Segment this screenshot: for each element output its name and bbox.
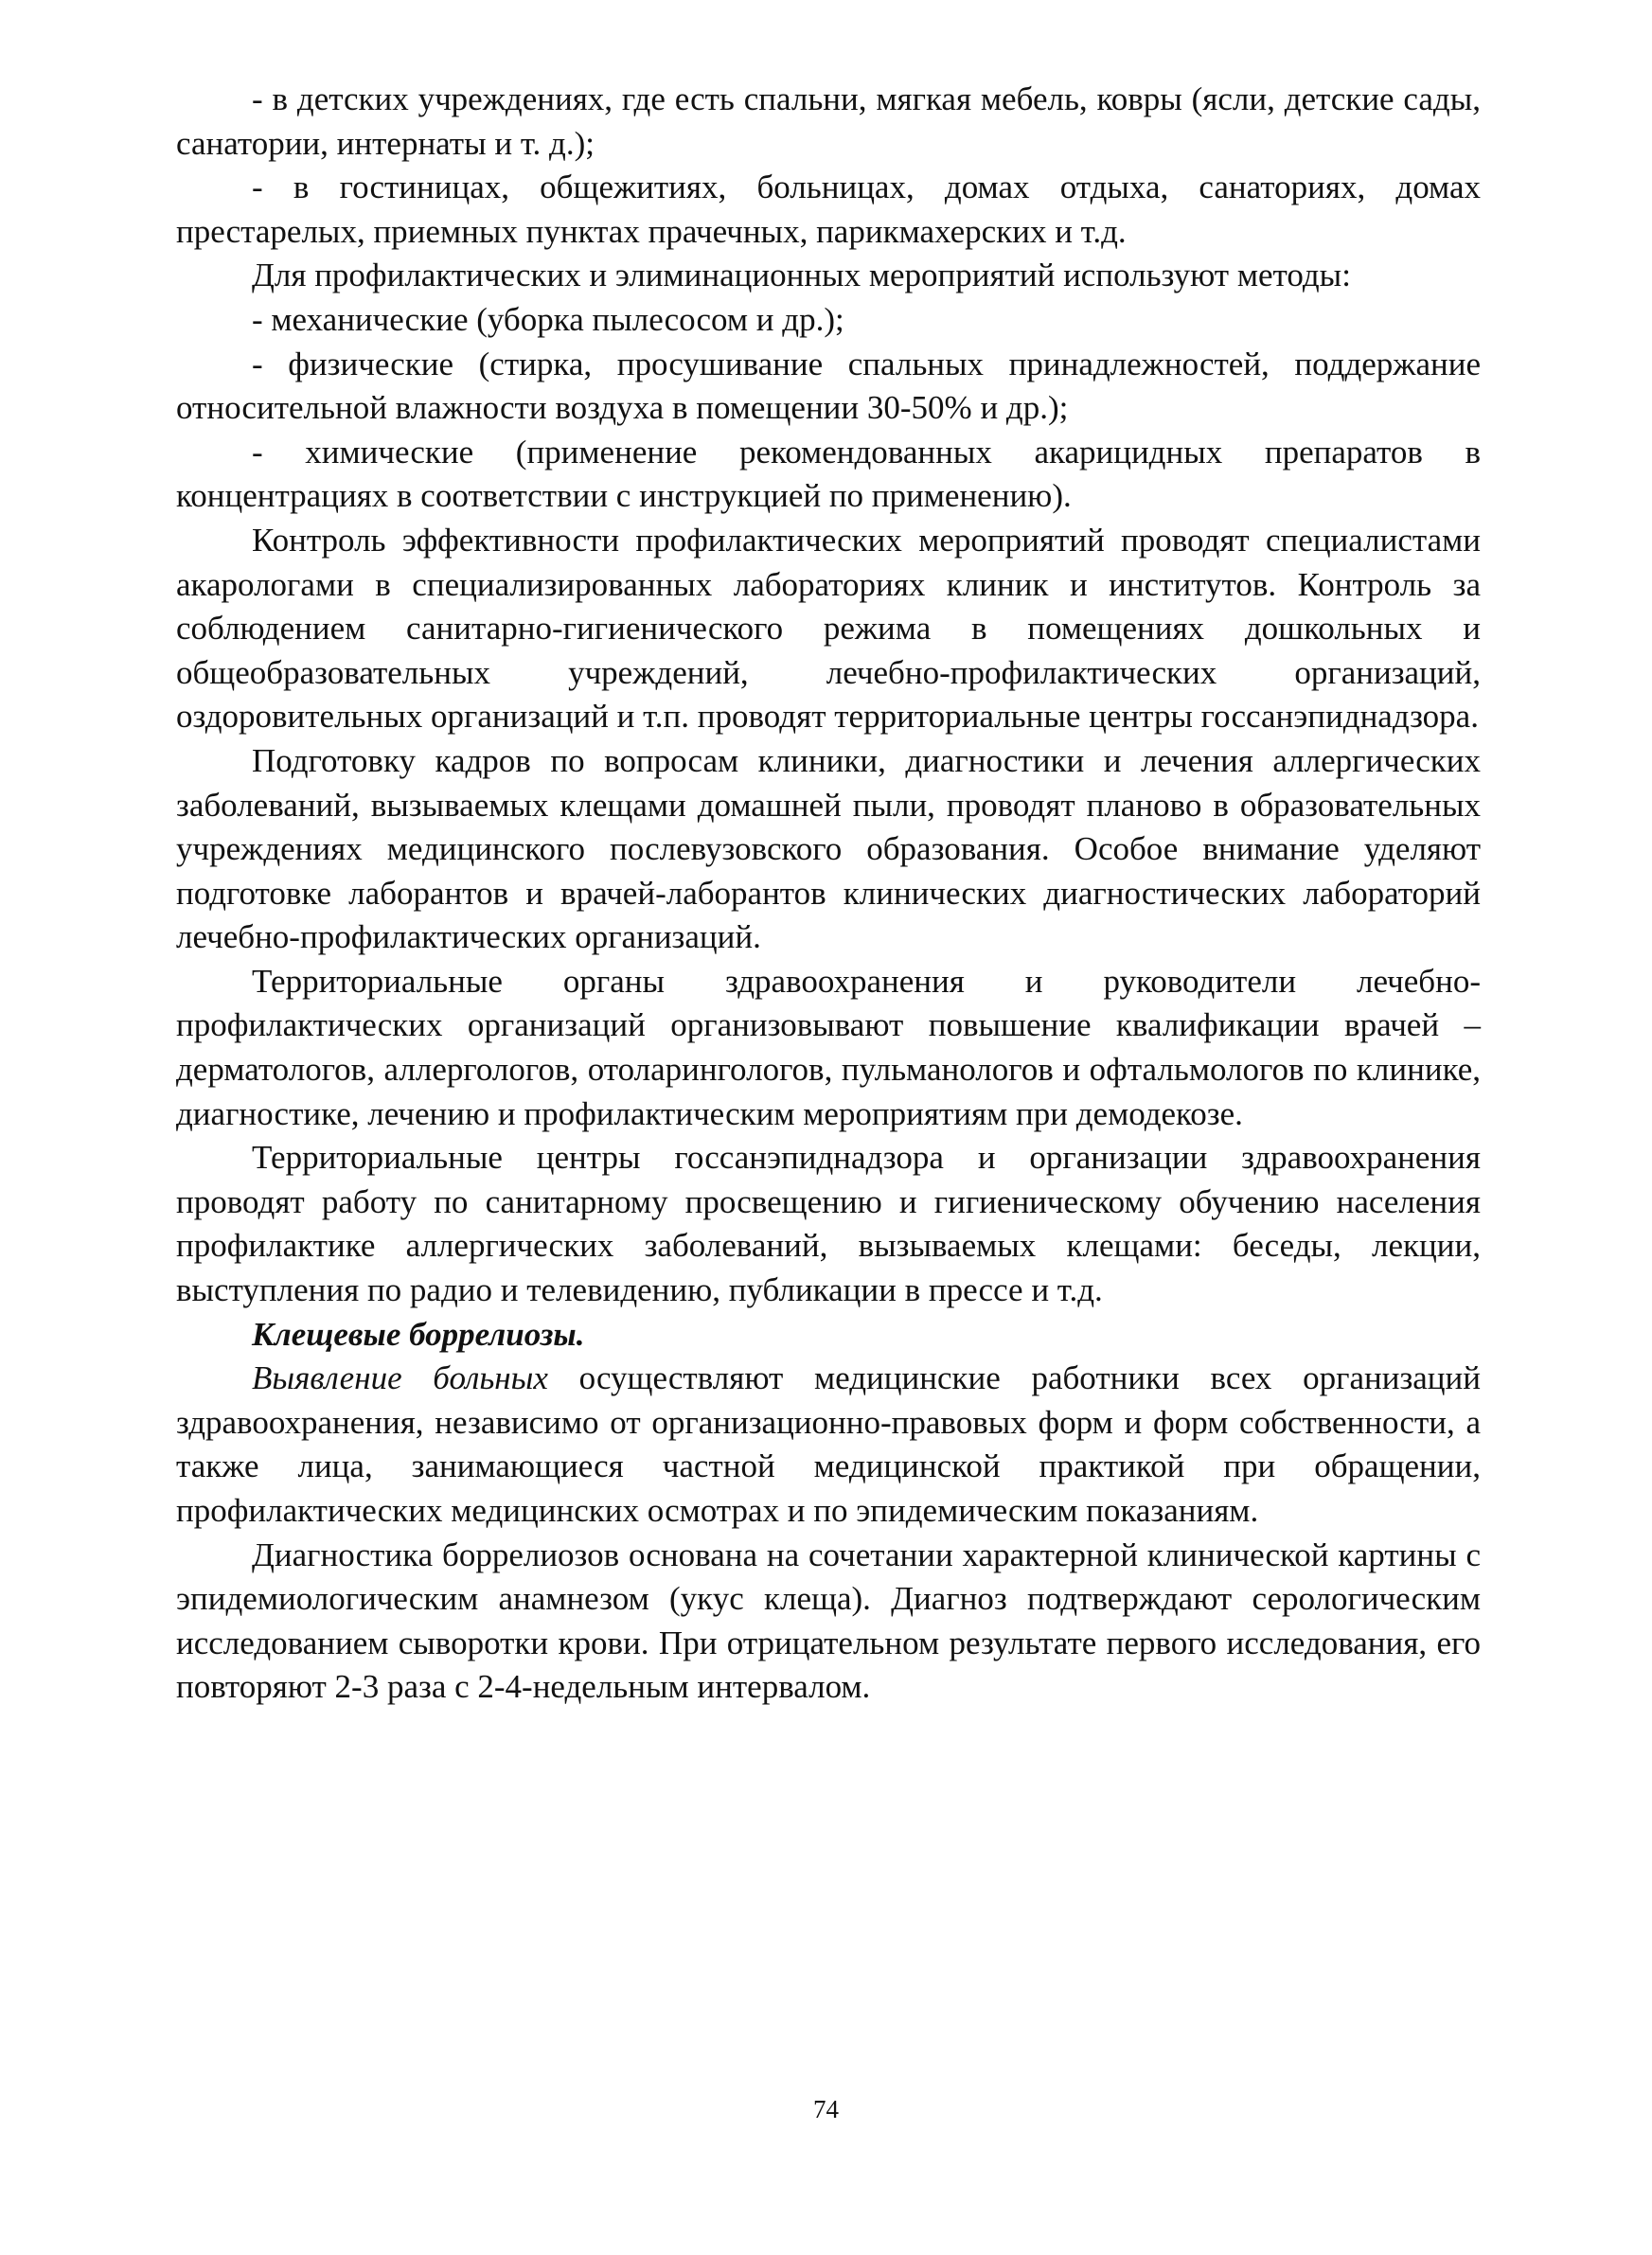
paragraph-methods-intro: Для профилактических и элиминационных мероприятий используют методы:	[252, 257, 1351, 294]
paragraph-control-efficiency: Контроль эффективности профилактических мероприятий проводят специалистами акарологами в специализированных лабораториях клиник и институтов. Контроль за соблюдением санитарно-гигиенического режима в помещениях дошкольных и общеобразовательных учреждений, лечебно-профилактических организаций, оздоровительных организаций и т.п. проводят территориальные центры госсанэпиднадзора.	[176, 521, 1481, 736]
paragraph-diagnosis: Диагностика боррелиозов основана на сочетании характерной клинической картины с эпидемиологическим анамнезом (укус клеща). Диагноз подтверждают серологическим исследованием сыворотки крови. При отрицательном результате первого исследования, его повторяют 2-3 раза с 2-4-недельным интервалом.	[176, 1536, 1481, 1706]
paragraph-physical-methods: - физические (стирка, просушивание спальных принадлежностей, поддержание относительной влажности воздуха в помещении 30-50% и др.);	[176, 345, 1481, 427]
paragraph-chemical-methods: - химические (применение рекомендованных акарицидных препаратов в концентрациях в соответствии с инструкцией по применению).	[176, 433, 1481, 515]
detection-text: осуществляют медицинские работники всех организаций здравоохранения, независимо от организационно-правовых форм и форм собственности, а также лица, занимающиеся частной медицинской практикой при обращении, профилактических медицинских осмотрах и по эпидемическим показаниям.	[176, 1359, 1481, 1529]
detection-lead: Выявление больных	[252, 1359, 548, 1397]
paragraph-children-institutions: - в детских учреждениях, где есть спальни, мягкая мебель, ковры (ясли, детские сады, санатории, интернаты и т. д.);	[176, 80, 1481, 162]
section-heading: Клещевые боррелиозы.	[252, 1315, 585, 1353]
document-body	[176, 78, 1481, 1710]
paragraph-detection	[176, 1357, 1481, 1533]
paragraph-hotels-dormitories: - в гостиницах, общежитиях, больницах, домах отдыха, санаториях, домах престарелых, приемных пунктах прачечных, парикмахерских и т.д.	[176, 169, 1481, 250]
paragraph-staff-training: Подготовку кадров по вопросам клиники, диагностики и лечения аллергических заболеваний, вызываемых клещами домашней пыли, проводят планово в образовательных учреждениях медицинского послевузовского образования. Особое внимание уделяют подготовке лаборантов и врачей-лаборантов клинических диагностических лабораторий лечебно-профилактических организаций.	[176, 741, 1481, 956]
paragraph-qualification: Территориальные органы здравоохранения и руководители лечебно-профилактических организаций организовывают повышение квалификации врачей – дерматологов, аллергологов, отоларингологов, пульманологов и офтальмологов по клинике, диагностике, лечению и профилактическим мероприятиям при демодекозе.	[176, 962, 1481, 1132]
paragraph-sanitary-education: Территориальные центры госсанэпиднадзора и организации здравоохранения проводят работу по санитарному просвещению и гигиеническому обучению населения профилактике аллергических заболеваний, вызываемых клещами: беседы, лекции, выступления по радио и телевидению, публикации в прессе и т.д.	[176, 1139, 1481, 1309]
paragraph-mechanical-methods: - механические (уборка пылесосом и др.);	[252, 300, 844, 338]
page-number: 74	[813, 2095, 839, 2123]
